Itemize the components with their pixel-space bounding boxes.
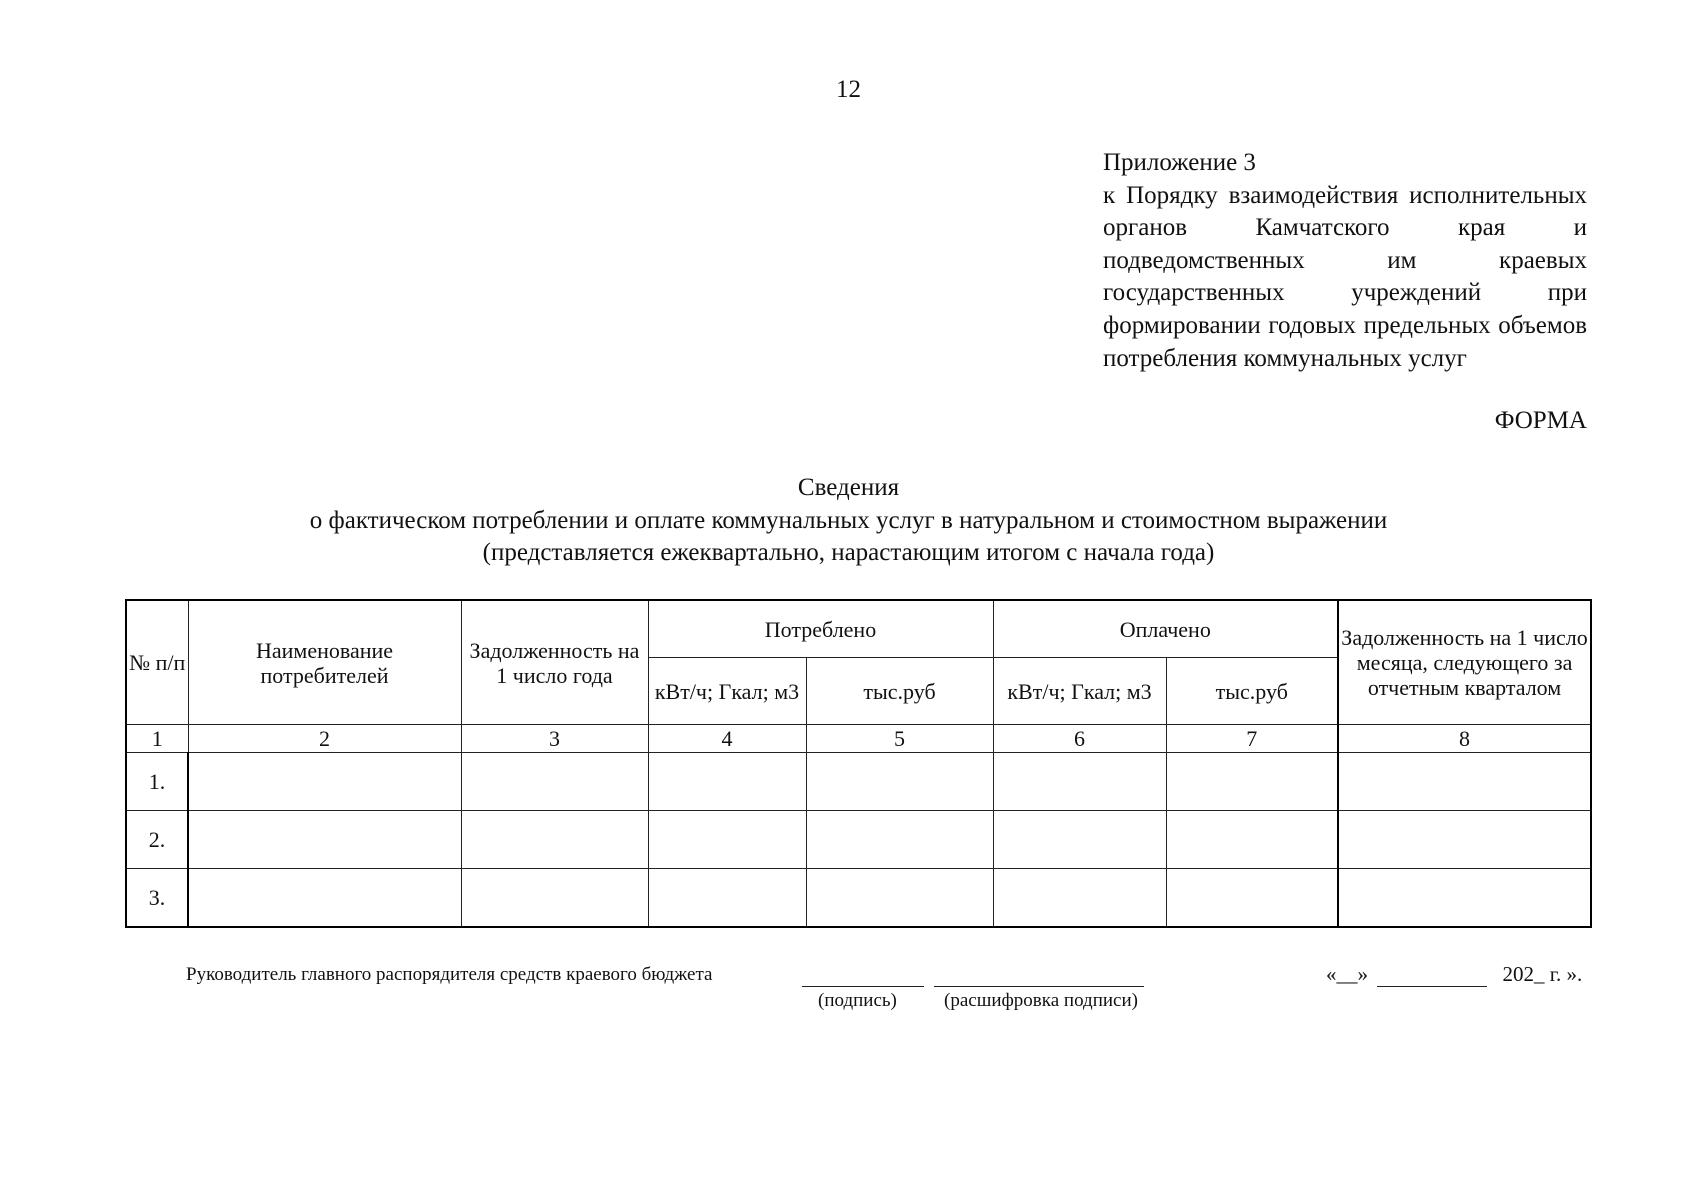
table-cell bbox=[1166, 869, 1338, 928]
header-paid: Оплачено bbox=[993, 600, 1338, 658]
table-cell bbox=[1166, 753, 1338, 811]
table-row bbox=[126, 811, 1591, 869]
date-line bbox=[1377, 986, 1487, 987]
decoding-line bbox=[934, 986, 1144, 987]
header-debt-end: Задолженность на 1 число месяца, следующего за отчетным кварталом bbox=[1338, 600, 1591, 725]
document-heading bbox=[0, 472, 1697, 570]
date-prefix: «__» bbox=[1326, 962, 1368, 986]
column-number: 5 bbox=[806, 725, 993, 753]
table-cell bbox=[188, 869, 461, 928]
table-cell bbox=[461, 753, 648, 811]
table-cell bbox=[1338, 753, 1591, 811]
header-name: Наименование потребителей bbox=[188, 600, 461, 725]
header-consumed-units: кВт/ч; Гкал; м3 bbox=[648, 658, 806, 725]
form-label: ФОРМА bbox=[1494, 407, 1587, 434]
report-table bbox=[125, 599, 1592, 928]
signer-label: Руководитель главного распорядителя средств краевого бюджета bbox=[186, 964, 713, 985]
table-cell bbox=[1338, 811, 1591, 869]
table-cell bbox=[648, 753, 806, 811]
heading-subtitle: о фактическом потреблении и оплате коммунальных услуг в натуральном и стоимостном выражении bbox=[309, 506, 1388, 534]
header-consumed-rub: тыс.руб bbox=[806, 658, 993, 725]
table-cell bbox=[993, 753, 1166, 811]
column-number: 3 bbox=[461, 725, 648, 753]
heading-title: Сведения bbox=[797, 474, 900, 501]
date-suffix: 202_ г. ». bbox=[1502, 962, 1583, 986]
column-number: 8 bbox=[1338, 725, 1591, 753]
column-number: 1 bbox=[126, 725, 188, 753]
row-number: 1. bbox=[126, 753, 188, 811]
table-cell bbox=[461, 869, 648, 928]
header-paid-units: кВт/ч; Гкал; м3 bbox=[993, 658, 1166, 725]
table-cell bbox=[188, 753, 461, 811]
page-number: 12 bbox=[836, 76, 861, 103]
row-number: 2. bbox=[126, 811, 188, 869]
annex-body: к Порядку взаимодействия исполнительных органов Камчатского края и подведомственных им краевых государственных учреждений при формировании годовых предельных объемов потребления коммунальных услуг bbox=[1103, 181, 1587, 372]
column-number: 2 bbox=[188, 725, 461, 753]
signature-line bbox=[802, 986, 924, 987]
table-cell bbox=[648, 811, 806, 869]
header-no: № п/п bbox=[126, 600, 188, 725]
date-field bbox=[1326, 962, 1582, 987]
signature-caption: (подпись) bbox=[818, 990, 897, 1011]
heading-note: (представляется ежеквартально, нарастающим итогом с начала года) bbox=[482, 539, 1215, 566]
column-number: 6 bbox=[993, 725, 1166, 753]
annex-title: Приложение 3 bbox=[1103, 149, 1256, 176]
table-row bbox=[126, 753, 1591, 811]
table-cell bbox=[806, 869, 993, 928]
decoding-caption: (расшифровка подписи) bbox=[944, 990, 1138, 1011]
table-cell bbox=[648, 869, 806, 928]
table-cell bbox=[806, 753, 993, 811]
table-cell bbox=[993, 869, 1166, 928]
row-number: 3. bbox=[126, 869, 188, 928]
table-cell bbox=[806, 811, 993, 869]
header-paid-rub: тыс.руб bbox=[1166, 658, 1338, 725]
table-cell bbox=[1166, 811, 1338, 869]
table-cell bbox=[993, 811, 1166, 869]
table-cell bbox=[188, 811, 461, 869]
annex-block bbox=[1103, 147, 1587, 375]
column-number-row bbox=[126, 725, 1591, 753]
header-debt-start: Задолженность на 1 число года bbox=[461, 600, 648, 725]
table-row bbox=[126, 869, 1591, 928]
table-cell bbox=[461, 811, 648, 869]
header-row bbox=[126, 600, 1591, 658]
table-cell bbox=[1338, 869, 1591, 928]
column-number: 7 bbox=[1166, 725, 1338, 753]
header-consumed: Потреблено bbox=[648, 600, 993, 658]
column-number: 4 bbox=[648, 725, 806, 753]
